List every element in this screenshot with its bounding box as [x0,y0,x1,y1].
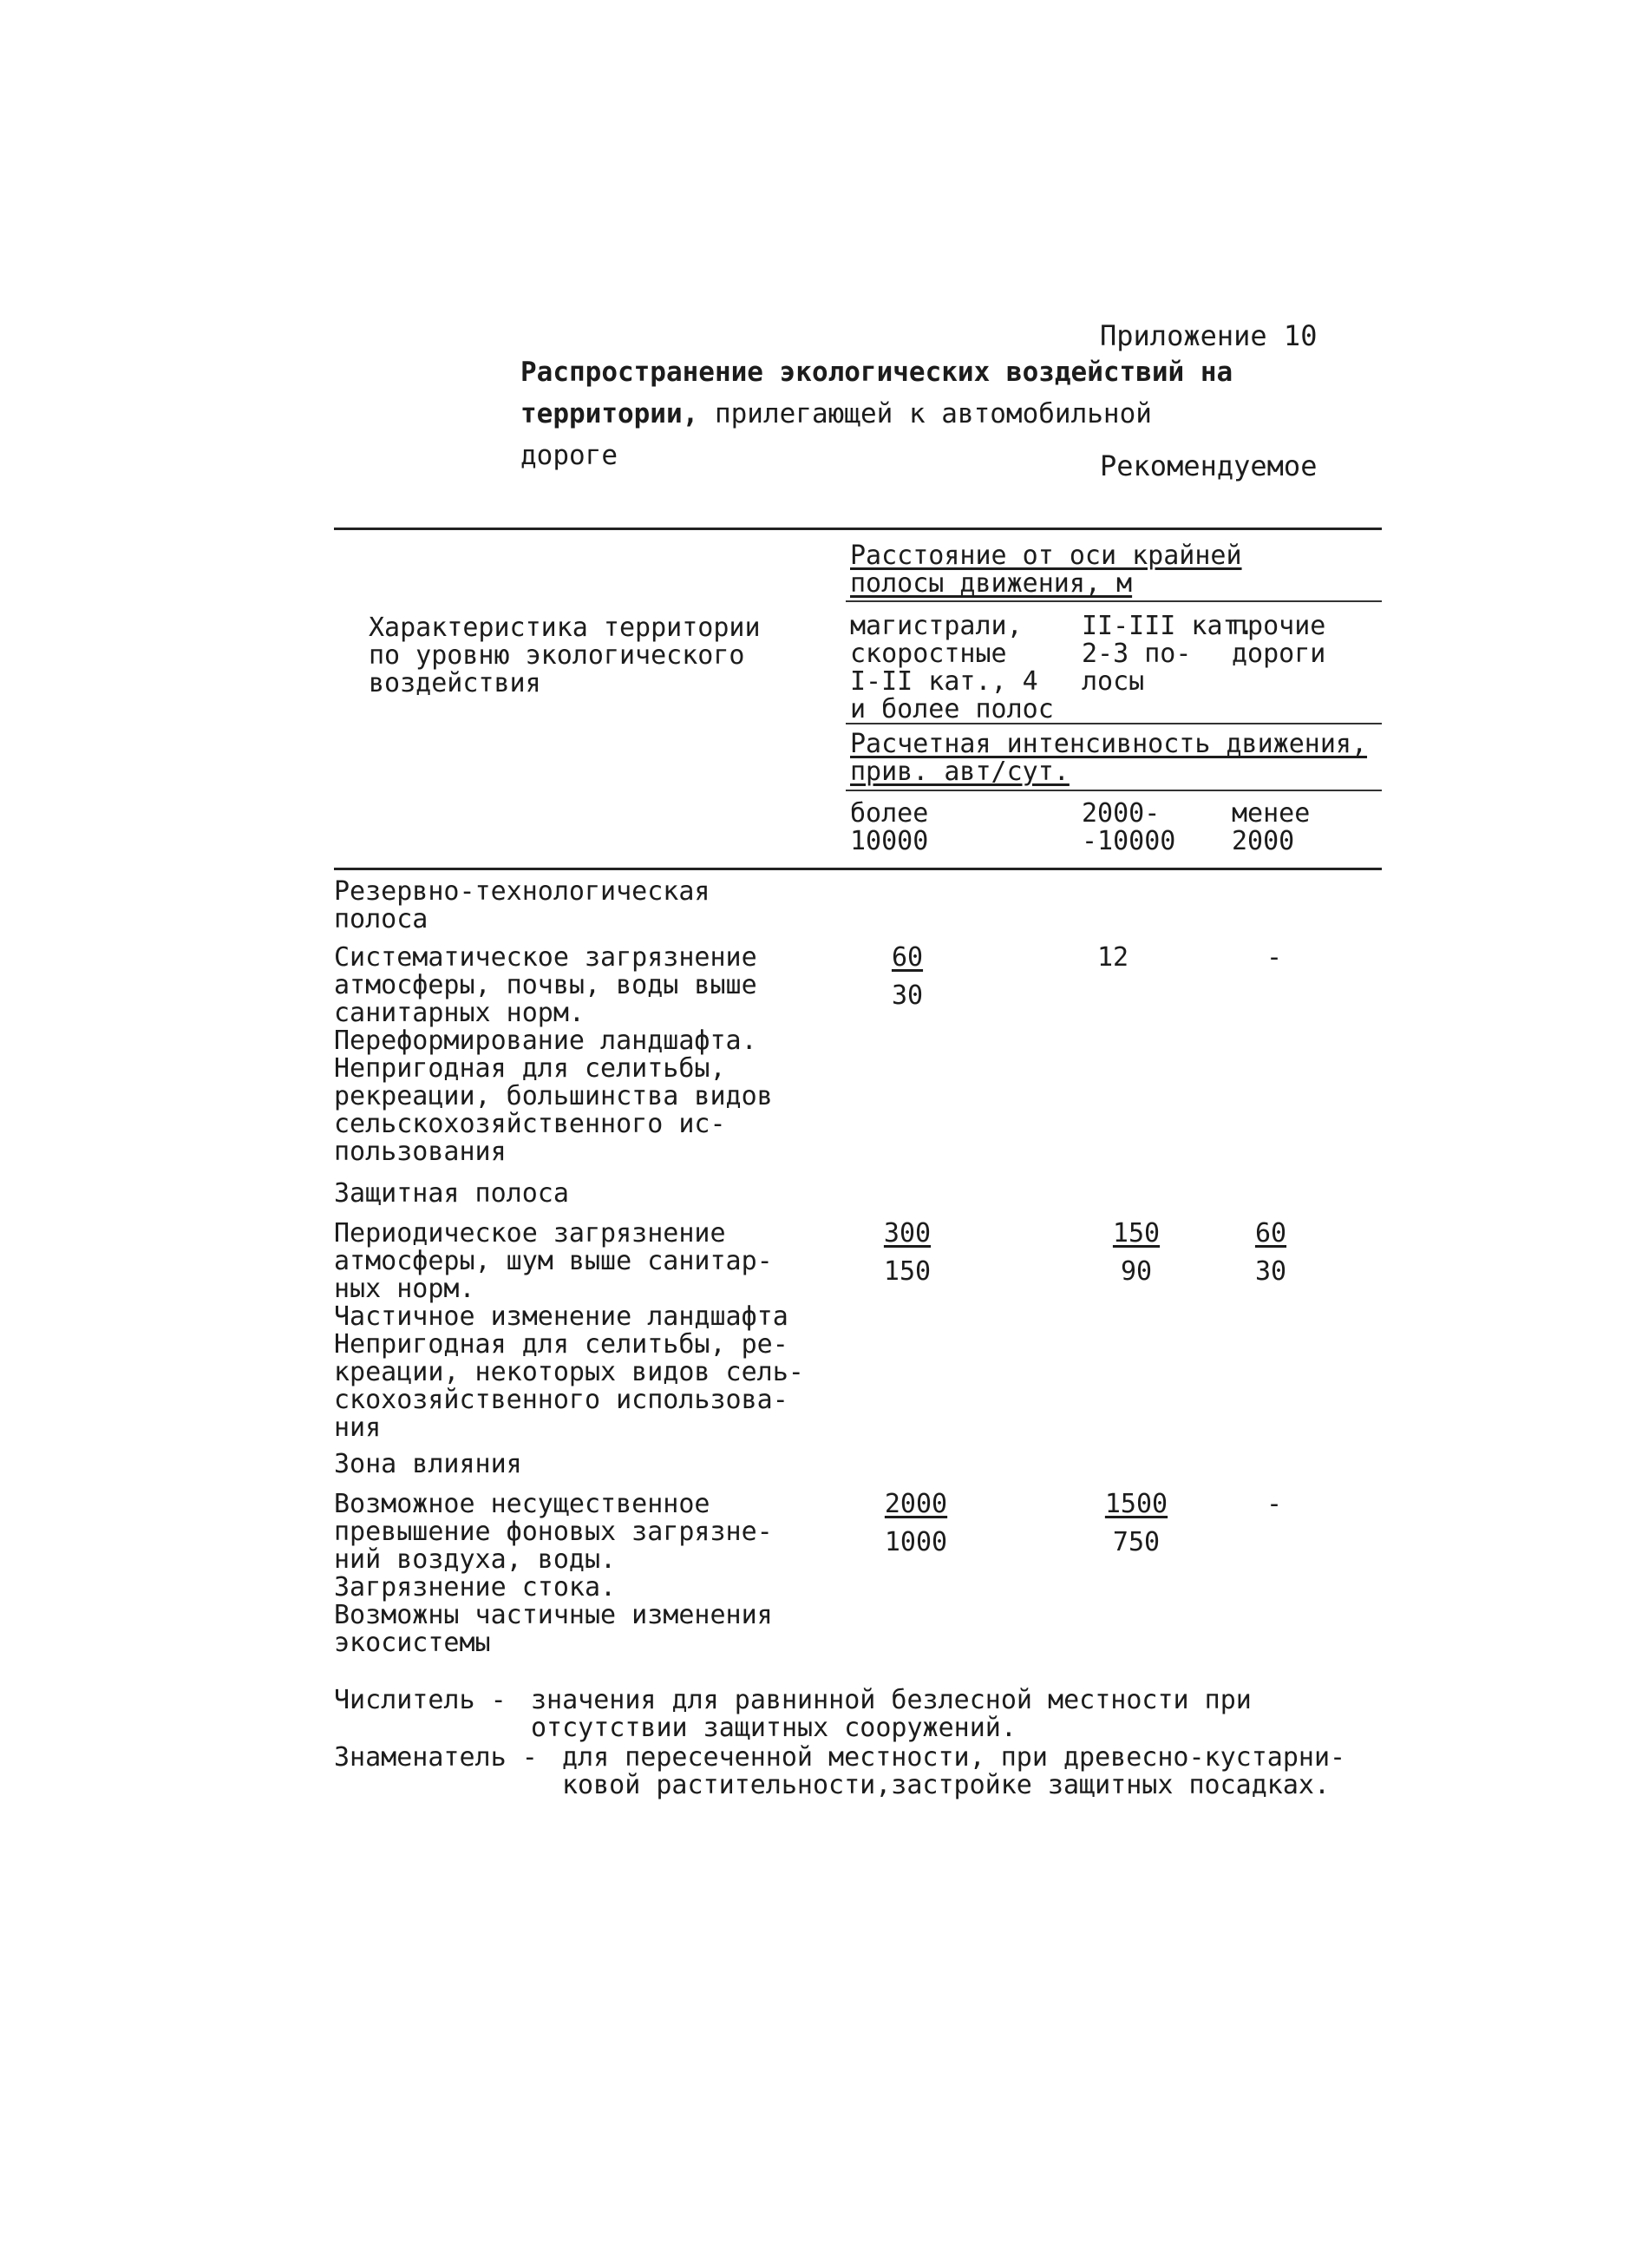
title-normal-part: прилегающей к автомобильной дороге [520,398,1152,471]
value-numerator: 150 [1112,1218,1161,1249]
zone-description: Систематическое загрязнение атмосферы, почвы, воды выше санитарных норм. Переформирование ландшафта. Непригодная для селитьбы, рекреации, большинства видов сельскохозяйственного ис- пользования [334,942,773,1167]
value-denominator: 750 [1112,1527,1161,1557]
zone-value-fraction [1223,1220,1318,1286]
table-top-rule [334,528,1382,530]
value-denominator: 1000 [884,1527,948,1557]
road-category-rule [846,723,1382,724]
value-numerator: 1500 [1104,1489,1168,1519]
intensity-range-low: менее 2000 [1232,798,1311,856]
zone-value-fraction [1089,1491,1184,1557]
zone-title: Резервно-технологическая полоса [334,876,710,934]
distance-header: Расстояние от оси крайней полосы движения, м [850,541,1242,599]
value-numerator: 300 [883,1218,932,1249]
note-numerator-text: значения для равнинной безлесной местности при отсутствии защитных сооружений. [531,1685,1252,1743]
appendix-number: Приложение 10 [1100,319,1318,352]
intensity-header: Расчетная интенсивность движения, прив. авт/сут. [850,729,1368,787]
value-denominator: 150 [883,1256,932,1287]
intensity-range-high: более 10000 [850,798,929,856]
zone-value-fraction [868,1491,964,1557]
value-denominator: 90 [1120,1256,1153,1287]
value-denominator: 30 [1254,1256,1287,1287]
note-denominator-label: Знаменатель - [334,1742,538,1773]
road-category-other: прочие дороги [1232,611,1326,669]
zone-description: Периодическое загрязнение атмосферы, шум выше санитар- ных норм. Частичное изменение ландшафта Непригодная для селитьбы, ре- креации, некоторых видов сель- скохозяйственного использова- ния [334,1218,804,1443]
note-denominator-text: для пересеченной местности, при древесно-кустарни- ковой растительности,застройке защитных посадках. [562,1742,1346,1800]
page-title [520,351,1249,476]
value-numerator: 60 [891,942,924,973]
zone-title: Зона влияния [334,1449,522,1479]
value-numerator: 60 [1254,1218,1287,1249]
intensity-range-mid: 2000- -10000 [1082,798,1176,856]
road-category-mid: II-III кат. 2-3 по- лосы [1082,611,1254,697]
zone-value-fraction [860,944,955,1010]
zone-value-fraction [860,1220,955,1286]
zone-value-fraction [1089,1220,1184,1286]
zone-value-dash: - [1266,942,1283,973]
zone-title: Защитная полоса [334,1178,569,1209]
zone-value-single: 12 [1097,942,1129,973]
row-header: Характеристика территории по уровню экологического воздействия [369,613,761,698]
zone-value-dash: - [1266,1489,1283,1519]
road-category-main: магистрали, скоростные I-II кат., 4 и более полос [850,611,1054,724]
table-header-rule [334,868,1382,870]
zone-description: Возможное несущественное превышение фоновых загрязне- ний воздуха, воды. Загрязнение стока. Возможны частичные изменения экосистемы [334,1489,773,1658]
title-bold-part: Распространение экологических воздействий на территории, [520,357,1233,429]
intensity-header-rule [846,790,1382,791]
distance-header-rule [846,600,1382,602]
note-numerator-label: Числитель - [334,1685,507,1715]
value-denominator: 30 [891,980,924,1011]
appendix-status: Рекомендуемое [1100,449,1318,482]
value-numerator: 2000 [884,1489,948,1519]
